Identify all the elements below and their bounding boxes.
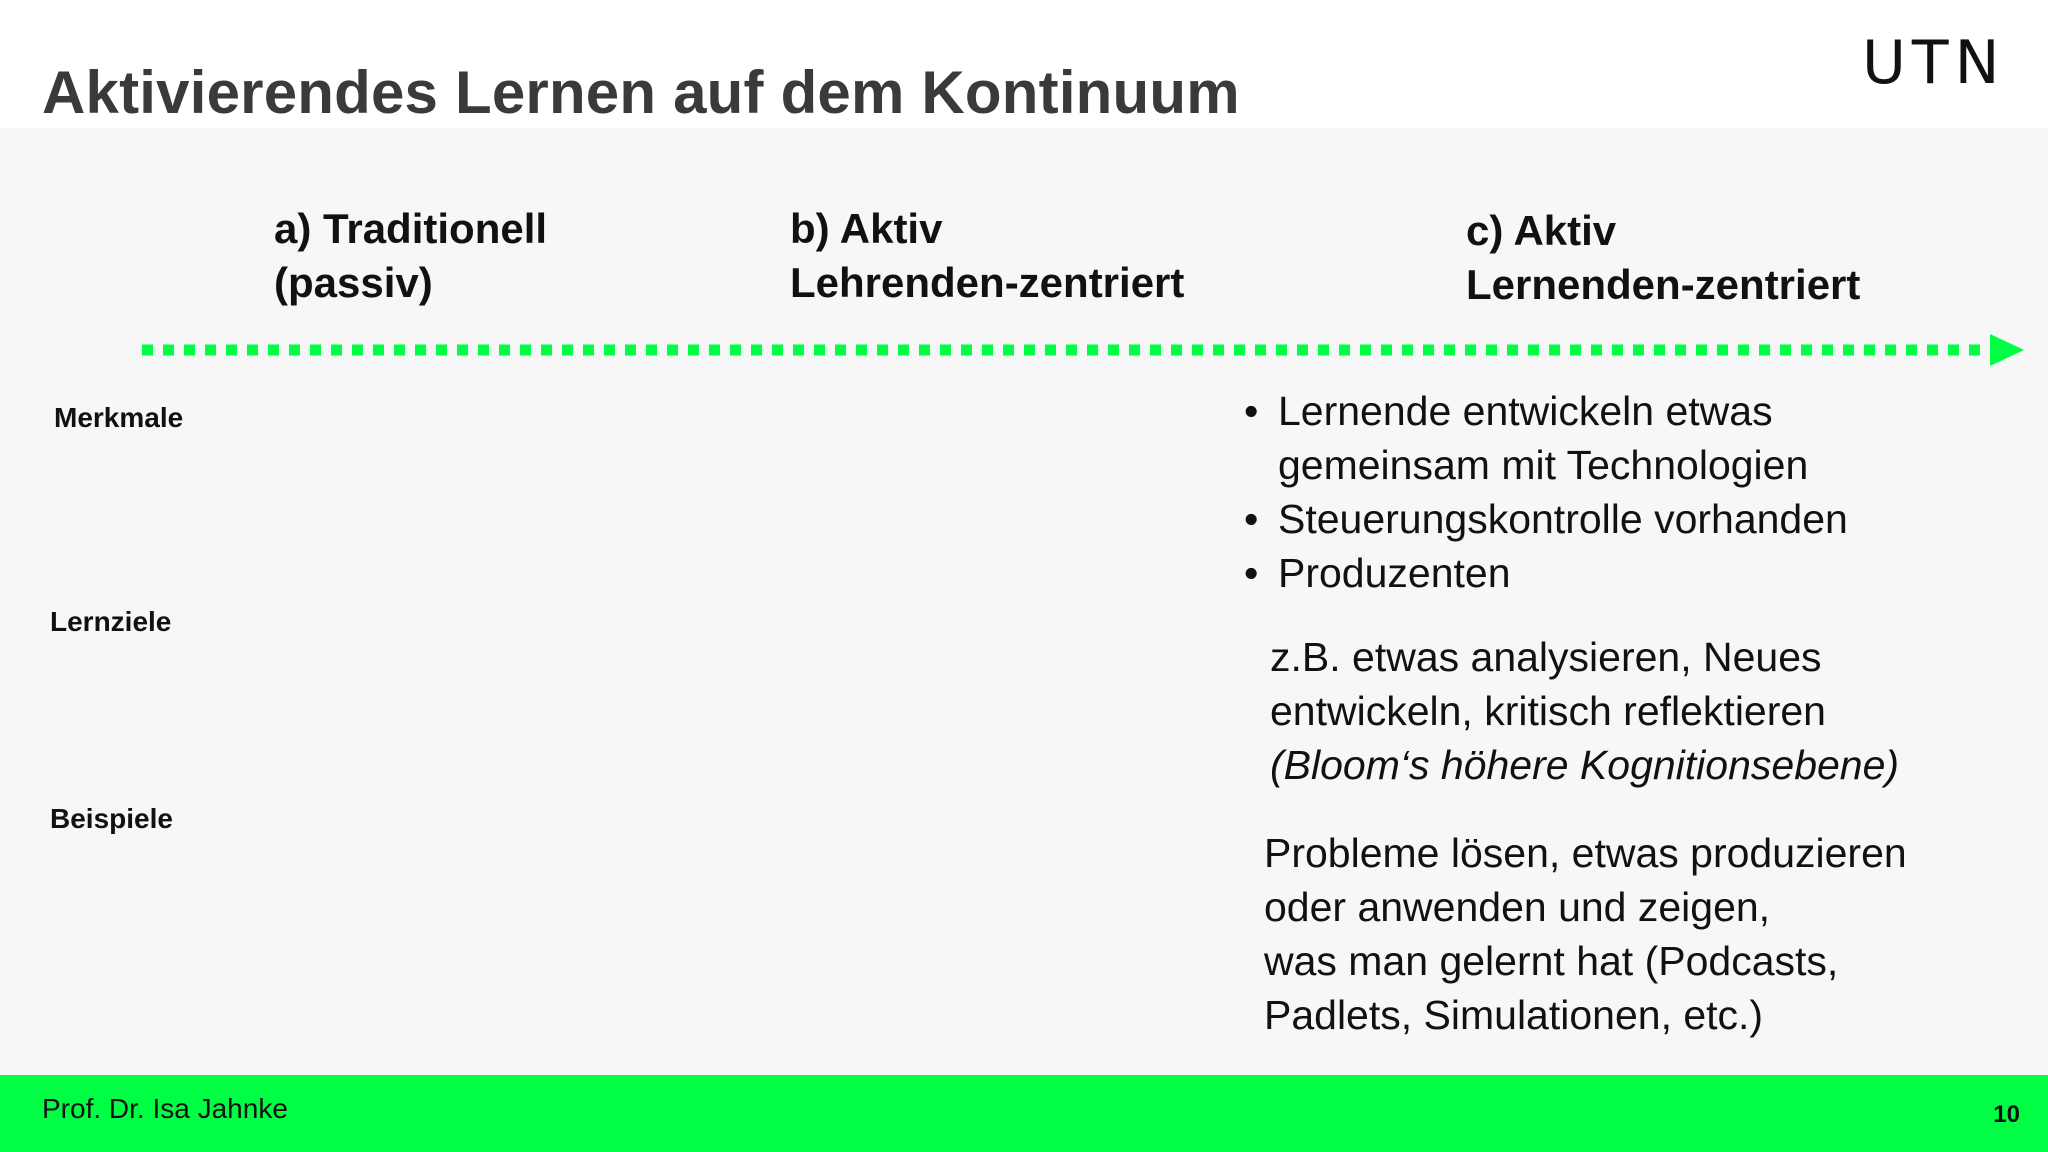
beispiele-text bbox=[1264, 826, 1907, 1042]
beispiele-line: oder anwenden und zeigen, bbox=[1264, 884, 1771, 930]
column-header-line: Lernenden-zentriert bbox=[1466, 261, 1861, 308]
row-label-lernziele: Lernziele bbox=[50, 606, 172, 637]
page-number: 10 bbox=[1993, 1101, 2020, 1128]
bullet-item bbox=[1244, 546, 1848, 600]
slide-title: Aktivierendes Lernen auf dem Kontinuum bbox=[42, 59, 1240, 126]
beispiele-line: Padlets, Simulationen, etc.) bbox=[1264, 992, 1764, 1038]
column-header-line: (passiv) bbox=[274, 259, 433, 306]
merkmale-bullet-list bbox=[1244, 384, 1848, 600]
column-header-line: b) Aktiv bbox=[790, 205, 943, 252]
beispiele-line: Probleme lösen, etwas produzieren bbox=[1264, 830, 1907, 876]
bullet-line: • Lernende entwickeln etwas bbox=[1278, 388, 1773, 434]
bullet-item bbox=[1244, 492, 1848, 546]
lernziele-bloom-note: (Bloom‘s höhere Kognitionsebene) bbox=[1270, 742, 1900, 788]
column-header-lehrenden-zentriert bbox=[790, 202, 1184, 310]
lernziele-text bbox=[1270, 630, 1899, 792]
bullet-item bbox=[1244, 384, 1848, 492]
bullet-line: • Steuerungskontrolle vorhanden bbox=[1278, 496, 1848, 542]
beispiele-line: was man gelernt hat (Podcasts, bbox=[1264, 938, 1839, 984]
title-bar bbox=[0, 0, 2048, 128]
column-header-lernenden-zentriert bbox=[1466, 204, 1860, 312]
continuum-arrowhead-icon bbox=[1990, 334, 2024, 366]
row-label-merkmale: Merkmale bbox=[54, 402, 184, 433]
column-header-line: Lehrenden-zentriert bbox=[790, 259, 1185, 306]
column-header-traditionell bbox=[274, 202, 547, 310]
bullet-line: • Produzenten bbox=[1278, 550, 1511, 596]
presenter-name: Prof. Dr. Isa Jahnke bbox=[42, 1093, 288, 1124]
lernziele-line: entwickeln, kritisch reflektieren bbox=[1270, 688, 1826, 734]
column-header-line: a) Traditionell bbox=[274, 205, 548, 252]
utn-logo: UTN bbox=[1862, 28, 2006, 98]
continuum-arrow bbox=[140, 330, 2026, 370]
bullet-line: gemeinsam mit Technologien bbox=[1278, 442, 1809, 488]
footer-bar bbox=[0, 1075, 2048, 1152]
lernziele-line: z.B. etwas analysieren, Neues bbox=[1270, 634, 1822, 680]
row-label-beispiele: Beispiele bbox=[50, 803, 173, 834]
column-header-line: c) Aktiv bbox=[1466, 207, 1617, 254]
